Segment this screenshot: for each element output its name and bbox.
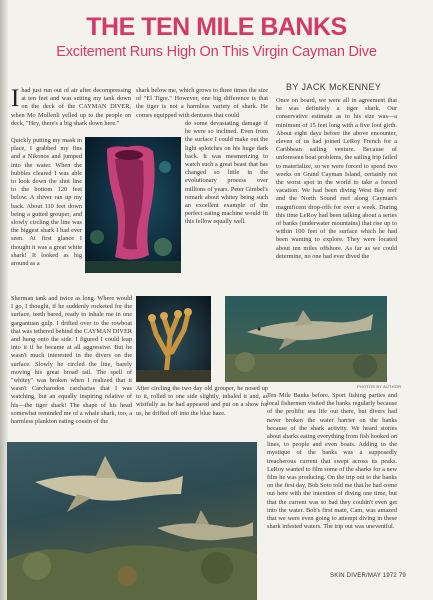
sharks-reef-photo	[7, 442, 257, 600]
column-2-bottom-text: After circling the two day old grouper, he nosed up to it, rolled to one side slightly, inhaled it and, as wistfully as he had appeared and put on a show for us, he drifted off into the blue haze.	[136, 385, 268, 417]
column-2-top-text: shark below me, which grows to three times the size of "El Tigre." However, one big difference is that the tiger is not a harmless variety of shark. He comes equipped with dentures that could	[136, 87, 268, 119]
coral-photo	[136, 296, 211, 382]
column-1-intro-text: had just run out of air after decompressing at ten feet and was setting my tank down on the deck of the CAYMAN DIVER, when Mo Mollenli yelled up to the people on deck, "Hey, there's a big shark down here."	[11, 87, 131, 127]
page-footer: SKIN DIVER/MAY 1972 79	[330, 573, 406, 579]
column-1-narrow-text: Quickly putting my mask in place, I grabbed my fins and a Nikonos and jumped into the water. When the bubbles cleared I was able to look down the shot line to the bottom 120 feet below. A shiver ran up my back. About 110 feet down being a gutted grouper, and slowly circling the line was the biggest shark I had ever seen. At first glance I thought it was a great white shark! It looked as big around as a	[11, 137, 82, 268]
column-3-top-text: Once on board, we were all in agreement that he was definitely a tiger shark. Our conservative estimate as to his size was—a minimum of 15 feet long with a five foot girth. About eight days before the above encounter, eleven of us had joined LeRoy French for a Caribbean sailing venture. Because of unforeseen boat problems, the sailing trip failed to materialize, so we were forced to spend two weeks on Grand Cayman Island, certainly not the worst spot in the world to take a forced vacation. We had been diving West Bay reef and the North Sound reef along Cayman's magnificent drop-offs for over a week. During this time LeRoy had been talking about a series of banks (underwater mountains) that rise up to within 100 feet of the surface which he had been wanting to explore. They were located about ten miles offshore. As far as we could determine, no one had ever dived the	[276, 97, 397, 260]
column-1-intro	[11, 87, 131, 128]
article-subtitle: Excitement Runs High On This Virgin Cayman Dive	[56, 44, 377, 60]
photo-credit: PHOTOS BY AUTHOR	[357, 384, 402, 389]
column-3-bottom-text: Ten Mile Banks before. Sport fishing parties and local fishermen visited the banks regularly because of the prolific sea life out there, but divers had never broken the water barrier on the banks because of the shark activity. We heard stories about sharks eating everything from fish hooked on lines, to people and even boats. Adding to the mystique of the banks was a supposedly treacherous current that swept across its peaks. LeRoy wanted to film some of the sharks for a new film he was producing. On the trip out to the banks on the first day, Bob Soto told me that he had come out here with the intention of diving one time, but that the current was so bad they couldn't even get into the water. Bob's first mate, Cam, was amazed that we were even going to attempt diving in these shark infested waters. The trip out was uneventful.	[267, 392, 397, 531]
drop-cap: I	[11, 85, 20, 112]
shark-photo	[225, 296, 387, 382]
column-1-text: Sherman tank and twice as long. Where would I go, I thought, if he suddenly rocketed for the surface, teeth bared, ready to inhale me in one gargantuan gulp. I drifted over to the rowboat that was tethered behind the CAYMAN DIVER and hung onto the side. I figured I could leap into it if he became at all aggressive. But he wasn't much interested in the divers on the surface. Slowly he circled the line, barely moving his great broad tail. The spell of "whitey" was broken when I realized that it wasn't Carcharodon carcharias that I was watching, but an equally inspiring relative of his—the tiger shark! The shape of his head somewhat reminded me of a whale shark, too, a harmless plankton eating cousin of the	[11, 295, 132, 426]
byline: BY JACK McKENNEY	[286, 82, 382, 92]
column-2-narrow-text: do some devastating damage if he were so inclined. Even from the surface I could make out the light splotches on his huge dark back. It was mesmerizing to watch such a great beast that has changed so little in the evolutionary process over millions of years. Peter Gimbel's remark about whitey being such an excellent example of the perfect eating machine would fit this fellow equally well.	[185, 120, 268, 226]
sponge-photo	[85, 137, 181, 273]
article-title: THE TEN MILE BANKS	[86, 13, 347, 41]
